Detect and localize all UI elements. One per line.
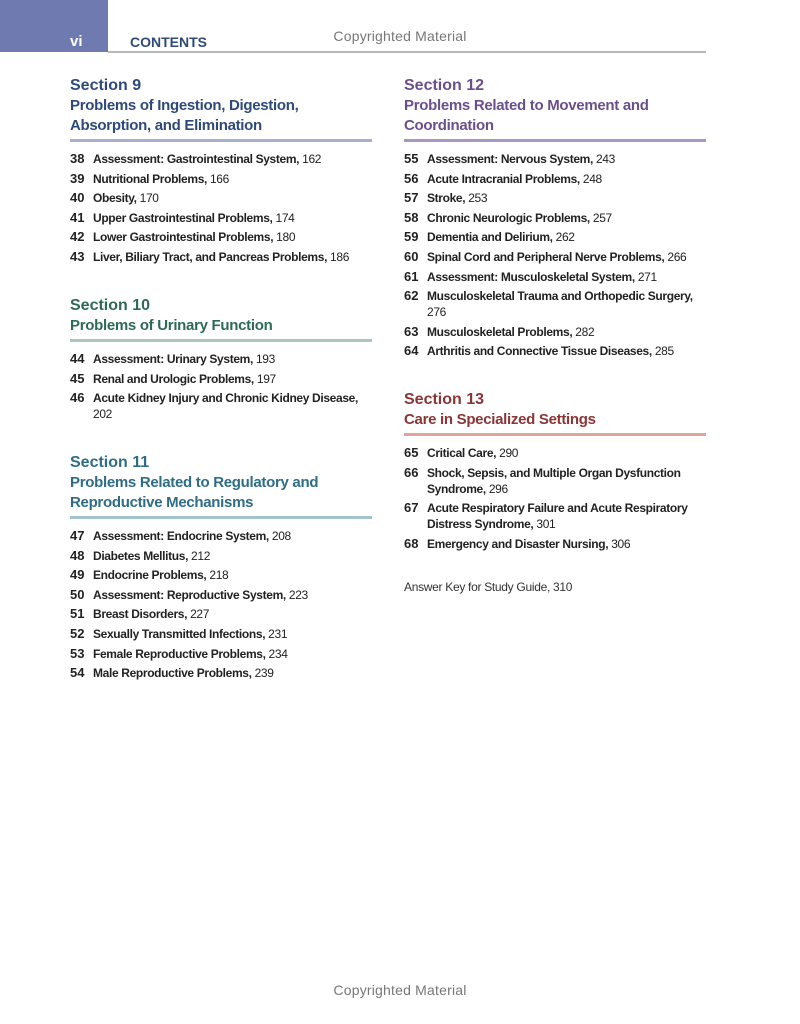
- chapter-page: 234: [265, 646, 288, 661]
- toc-entry[interactable]: [404, 249, 706, 265]
- chapter-page: 212: [188, 548, 211, 563]
- toc-entry[interactable]: [70, 587, 372, 603]
- chapter-number: 40: [70, 190, 85, 206]
- chapter-number: 51: [70, 606, 85, 622]
- chapter-number: 48: [70, 547, 85, 563]
- section-title: Problems Related to Movement and Coordination: [404, 97, 649, 134]
- chapter-text: [427, 190, 487, 206]
- chapter-text: [427, 536, 630, 552]
- page-number: vi: [70, 33, 83, 50]
- chapter-text: [427, 269, 657, 285]
- chapter-title: Nutritional Problems,: [93, 171, 207, 186]
- chapter-page: 253: [465, 191, 488, 206]
- chapter-text: [93, 587, 308, 603]
- toc-entry[interactable]: [404, 210, 706, 226]
- chapter-text: [427, 465, 706, 497]
- toc-entry[interactable]: [404, 190, 706, 206]
- toc-entry[interactable]: [70, 351, 372, 367]
- chapter-number: 61: [404, 268, 419, 284]
- toc-entry[interactable]: [404, 465, 706, 497]
- chapter-title: Assessment: Reproductive System,: [93, 587, 286, 602]
- chapter-page: 243: [592, 152, 615, 166]
- chapter-title: Acute Respiratory Failure and Acute Respiratory Distress Syndrome,: [427, 501, 688, 532]
- chapter-title: Acute Intracranial Problems,: [427, 171, 580, 186]
- chapter-number: 66: [404, 464, 419, 480]
- section-label: Section 10: [70, 297, 151, 314]
- chapter-title: Liver, Biliary Tract, and Pancreas Problems,: [93, 249, 328, 264]
- chapter-page: 271: [634, 269, 657, 284]
- chapter-page: 301: [533, 517, 556, 532]
- chapter-text: [93, 665, 274, 681]
- chapter-page: 296: [485, 481, 508, 496]
- toc-entry[interactable]: [404, 445, 706, 461]
- chapter-page: 239: [251, 666, 274, 681]
- chapter-number: 56: [404, 170, 419, 186]
- chapter-page: 166: [207, 171, 229, 186]
- chapter-number: 42: [70, 229, 85, 245]
- toc-entry[interactable]: [70, 528, 372, 544]
- chapter-title: Spinal Cord and Peripheral Nerve Problems,: [427, 249, 665, 264]
- section-label: Section 11: [70, 454, 150, 471]
- toc-entry[interactable]: [70, 249, 372, 265]
- section-10: [70, 296, 372, 426]
- section-9: [70, 76, 372, 269]
- chapter-page: 208: [268, 529, 291, 543]
- chapter-number: 57: [404, 190, 419, 206]
- chapter-page: 174: [272, 210, 295, 225]
- chapter-number: 63: [404, 323, 419, 339]
- chapter-title: Sexually Transmitted Infections,: [93, 626, 266, 641]
- watermark-top: Copyrighted Material: [333, 28, 467, 44]
- section-rule: [70, 139, 372, 142]
- chapter-page: 202: [93, 407, 112, 422]
- chapter-title: Dementia and Delirium,: [427, 230, 553, 245]
- toc-entry[interactable]: [70, 548, 372, 564]
- toc-entry[interactable]: [404, 343, 706, 359]
- chapter-number: 60: [404, 248, 419, 264]
- chapter-page: 290: [496, 446, 519, 460]
- chapter-title: Assessment: Urinary System,: [93, 352, 253, 366]
- chapter-text: [93, 151, 321, 167]
- chapter-title: Renal and Urologic Problems,: [93, 371, 254, 386]
- toc-entry[interactable]: [404, 151, 706, 167]
- toc-entry[interactable]: [404, 500, 706, 532]
- section-rule: [404, 433, 706, 436]
- chapter-text: [93, 626, 287, 642]
- chapter-number: 67: [404, 500, 419, 516]
- chapter-number: 38: [70, 151, 85, 166]
- chapter-text: [93, 567, 228, 583]
- chapter-title: Arthritis and Connective Tissue Diseases,: [427, 344, 652, 359]
- chapter-title: Emergency and Disaster Nursing,: [427, 536, 609, 551]
- section-title: Care in Specialized Settings: [404, 411, 596, 428]
- chapter-text: [93, 548, 210, 564]
- chapter-page: 180: [273, 230, 296, 245]
- chapter-text: [427, 324, 594, 340]
- chapter-text: [93, 390, 372, 422]
- section-11: [70, 453, 372, 685]
- section-rule: [70, 339, 372, 342]
- chapter-title: Acute Kidney Injury and Chronic Kidney Disease,: [93, 391, 358, 406]
- running-head: CONTENTS: [130, 34, 207, 50]
- chapter-title: Obesity,: [93, 191, 137, 206]
- toc-entry[interactable]: [70, 229, 372, 245]
- chapter-text: [427, 500, 706, 532]
- section-label: Section 13: [404, 391, 485, 408]
- chapter-page: 306: [608, 536, 631, 551]
- chapter-number: 47: [70, 528, 85, 543]
- toc-entry[interactable]: [70, 190, 372, 206]
- chapter-title: Musculoskeletal Problems,: [427, 324, 573, 339]
- chapter-text: [427, 249, 686, 265]
- chapter-title: Male Reproductive Problems,: [93, 666, 252, 681]
- chapter-text: [93, 646, 288, 662]
- chapter-number: 65: [404, 445, 419, 460]
- chapter-title: Chronic Neurologic Problems,: [427, 210, 590, 225]
- chapter-text: [93, 229, 295, 245]
- toc-entry[interactable]: [404, 536, 706, 552]
- toc-entry[interactable]: [70, 567, 372, 583]
- chapter-page: 227: [187, 607, 210, 622]
- chapter-number: 54: [70, 665, 85, 681]
- chapter-text: [93, 528, 291, 544]
- chapter-page: 248: [579, 171, 602, 186]
- chapter-page: 223: [285, 587, 308, 602]
- chapter-text: [93, 210, 294, 226]
- chapter-title: Assessment: Endocrine System,: [93, 529, 269, 543]
- chapter-number: 44: [70, 351, 85, 366]
- answer-key-entry[interactable]: Answer Key for Study Guide, 310: [404, 580, 573, 594]
- chapter-page: 282: [572, 324, 595, 339]
- chapter-text: [427, 343, 674, 359]
- chapter-number: 58: [404, 209, 419, 225]
- chapter-title: Lower Gastrointestinal Problems,: [93, 230, 274, 245]
- chapter-number: 52: [70, 625, 85, 641]
- chapter-title: Critical Care,: [427, 446, 497, 460]
- section-label: Section 12: [404, 77, 485, 94]
- page-tab: [0, 0, 108, 52]
- section-label: Section 9: [70, 77, 142, 94]
- chapter-page: 285: [651, 344, 674, 359]
- toc-entry[interactable]: [70, 210, 372, 226]
- chapter-page: 186: [327, 249, 350, 264]
- chapter-number: 59: [404, 229, 419, 245]
- chapter-page: 170: [136, 191, 159, 206]
- chapter-text: [93, 171, 229, 187]
- section-rule: [70, 516, 372, 519]
- toc-entry[interactable]: [70, 665, 372, 681]
- chapter-number: 64: [404, 343, 419, 359]
- toc-entry[interactable]: [70, 171, 372, 187]
- toc-entry[interactable]: [70, 390, 372, 422]
- toc-entry[interactable]: [404, 229, 706, 245]
- chapter-title: Diabetes Mellitus,: [93, 548, 189, 563]
- toc-entry[interactable]: [70, 371, 372, 387]
- chapter-title: Shock, Sepsis, and Multiple Organ Dysfunction Syndrome,: [427, 465, 681, 496]
- toc-entry[interactable]: [404, 288, 706, 320]
- toc-entry[interactable]: [70, 646, 372, 662]
- chapter-title: Endocrine Problems,: [93, 568, 207, 583]
- chapter-text: [427, 151, 615, 167]
- chapter-text: [427, 288, 706, 320]
- chapter-number: 53: [70, 645, 85, 661]
- chapter-title: Breast Disorders,: [93, 607, 188, 622]
- chapter-text: [427, 445, 518, 461]
- chapter-title: Assessment: Gastrointestinal System,: [93, 152, 300, 166]
- chapter-title: Stroke,: [427, 191, 466, 206]
- chapter-number: 43: [70, 248, 85, 264]
- chapter-page: 257: [589, 210, 612, 225]
- chapter-title: Upper Gastrointestinal Problems,: [93, 210, 273, 225]
- toc-entry[interactable]: [404, 269, 706, 285]
- toc-entry[interactable]: [404, 324, 706, 340]
- toc-entry[interactable]: [70, 626, 372, 642]
- chapter-page: 266: [664, 249, 687, 264]
- chapter-number: 55: [404, 151, 419, 166]
- chapter-title: Assessment: Nervous System,: [427, 152, 593, 166]
- watermark-bottom: Copyrighted Material: [333, 982, 467, 998]
- chapter-text: [93, 351, 275, 367]
- chapter-page: 193: [252, 352, 275, 366]
- chapter-text: [93, 190, 159, 206]
- chapter-text: [93, 249, 349, 265]
- chapter-number: 50: [70, 586, 85, 602]
- chapter-number: 39: [70, 170, 85, 186]
- chapter-page: 276: [427, 305, 446, 320]
- chapter-text: [427, 171, 602, 187]
- chapter-title: Musculoskeletal Trauma and Orthopedic Surgery,: [427, 289, 693, 304]
- section-13: [404, 390, 706, 555]
- chapter-text: [427, 229, 575, 245]
- chapter-number: 68: [404, 535, 419, 551]
- section-12: [404, 76, 706, 363]
- chapter-text: [427, 210, 612, 226]
- chapter-number: 45: [70, 370, 85, 386]
- section-rule: [404, 139, 706, 142]
- chapter-page: 218: [206, 568, 229, 583]
- toc-entry[interactable]: [70, 606, 372, 622]
- chapter-page: 262: [552, 230, 575, 245]
- section-title: Problems Related to Regulatory and Reproductive Mechanisms: [70, 474, 319, 511]
- chapter-title: Assessment: Musculoskeletal System,: [427, 269, 635, 284]
- chapter-page: 231: [265, 626, 288, 641]
- chapter-title: Female Reproductive Problems,: [93, 646, 266, 661]
- chapter-number: 41: [70, 209, 85, 225]
- header-rule: [108, 51, 706, 53]
- chapter-page: 197: [253, 371, 276, 386]
- section-title: Problems of Urinary Function: [70, 317, 273, 334]
- chapter-text: [93, 371, 276, 387]
- chapter-number: 49: [70, 567, 85, 583]
- section-title: Problems of Ingestion, Digestion, Absorption, and Elimination: [70, 97, 299, 134]
- toc-entry[interactable]: [404, 171, 706, 187]
- chapter-number: 46: [70, 390, 85, 406]
- chapter-number: 62: [404, 288, 419, 304]
- chapter-page: 162: [299, 152, 322, 166]
- chapter-text: [93, 606, 209, 622]
- toc-entry[interactable]: [70, 151, 372, 167]
